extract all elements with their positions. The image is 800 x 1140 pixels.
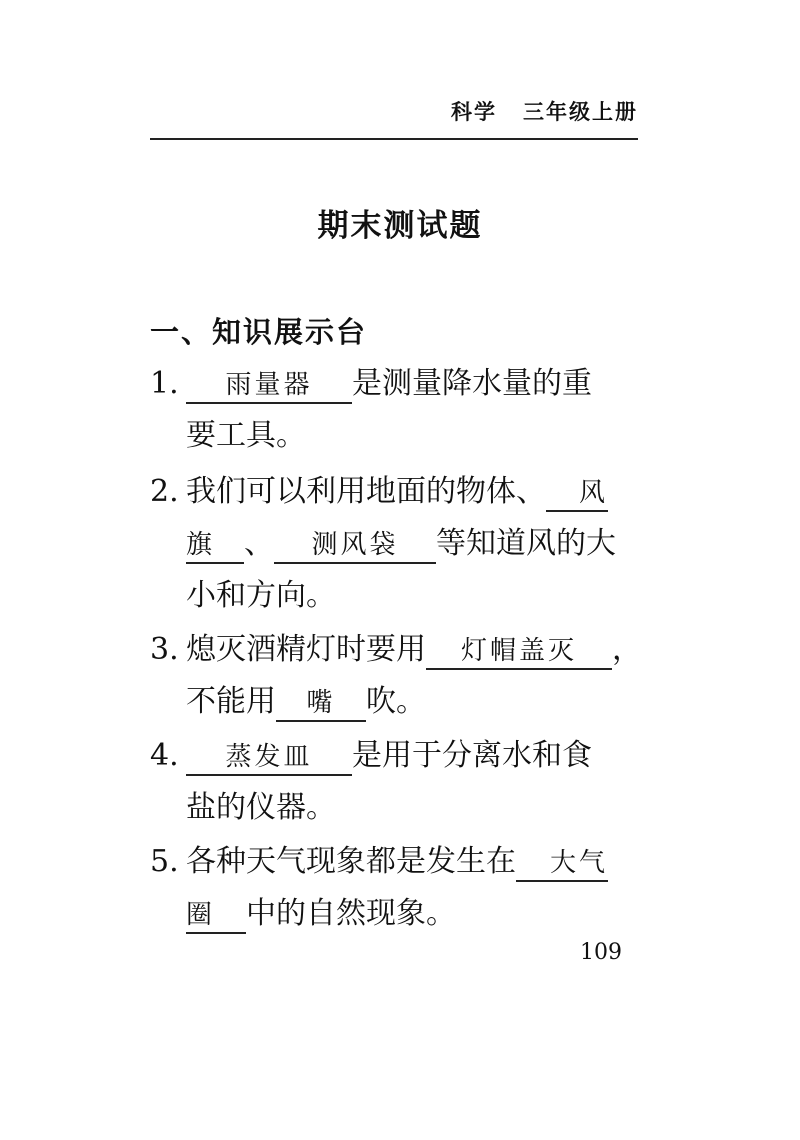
- header-grade: 三年级上册: [523, 100, 638, 124]
- question-number: 1.: [150, 366, 179, 401]
- question-4-line-2: 盐的仪器。: [186, 790, 336, 825]
- answer-blank: 测风袋: [274, 528, 436, 564]
- question-number: 4.: [150, 738, 179, 773]
- header-rule: [150, 138, 638, 140]
- question-text: 是用于分离水和食: [352, 738, 592, 773]
- question-text: 不能用: [186, 684, 276, 719]
- question-text: 中的自然现象。: [246, 896, 456, 931]
- page-title: 期末测试题: [317, 208, 483, 244]
- question-3-line-1: [150, 632, 642, 670]
- question-1-line-1: [150, 366, 592, 404]
- question-1-line-2: 要工具。: [186, 418, 306, 453]
- punctuation: ，: [612, 632, 642, 667]
- question-text: 我们可以利用地面的物体、: [186, 474, 546, 509]
- page-header: [150, 96, 638, 126]
- question-2-line-3: 小和方向。: [186, 578, 336, 613]
- answer-blank: 风: [546, 476, 608, 512]
- question-text: 等知道风的大: [436, 526, 616, 561]
- section-heading: 一、知识展示台: [150, 315, 368, 349]
- question-text: 吹。: [366, 684, 426, 719]
- question-number: 3.: [150, 632, 179, 667]
- answer-blank: 旗: [186, 528, 244, 564]
- question-2-line-2: [186, 526, 616, 564]
- question-text: 各种天气现象都是发生在: [186, 844, 516, 879]
- answer-blank: 灯帽盖灭: [426, 634, 612, 670]
- question-text: 是测量降水量的重: [352, 366, 592, 401]
- question-5-line-2: [186, 896, 456, 934]
- answer-blank: 圈: [186, 898, 246, 934]
- page-number: 109: [580, 940, 622, 965]
- answer-blank: 嘴: [276, 686, 366, 722]
- header-subject: 科学: [451, 100, 497, 124]
- answer-blank: 雨量器: [186, 368, 352, 404]
- answer-blank: 蒸发皿: [186, 740, 352, 776]
- question-5-line-1: [150, 844, 608, 882]
- question-3-line-2: [186, 684, 426, 722]
- question-number: 5.: [150, 844, 179, 879]
- answer-blank: 大气: [516, 846, 608, 882]
- question-text: 熄灭酒精灯时要用: [186, 632, 426, 667]
- separator: 、: [244, 526, 274, 561]
- question-number: 2.: [150, 474, 179, 509]
- question-2-line-1: [150, 474, 608, 512]
- question-4-line-1: [150, 738, 592, 776]
